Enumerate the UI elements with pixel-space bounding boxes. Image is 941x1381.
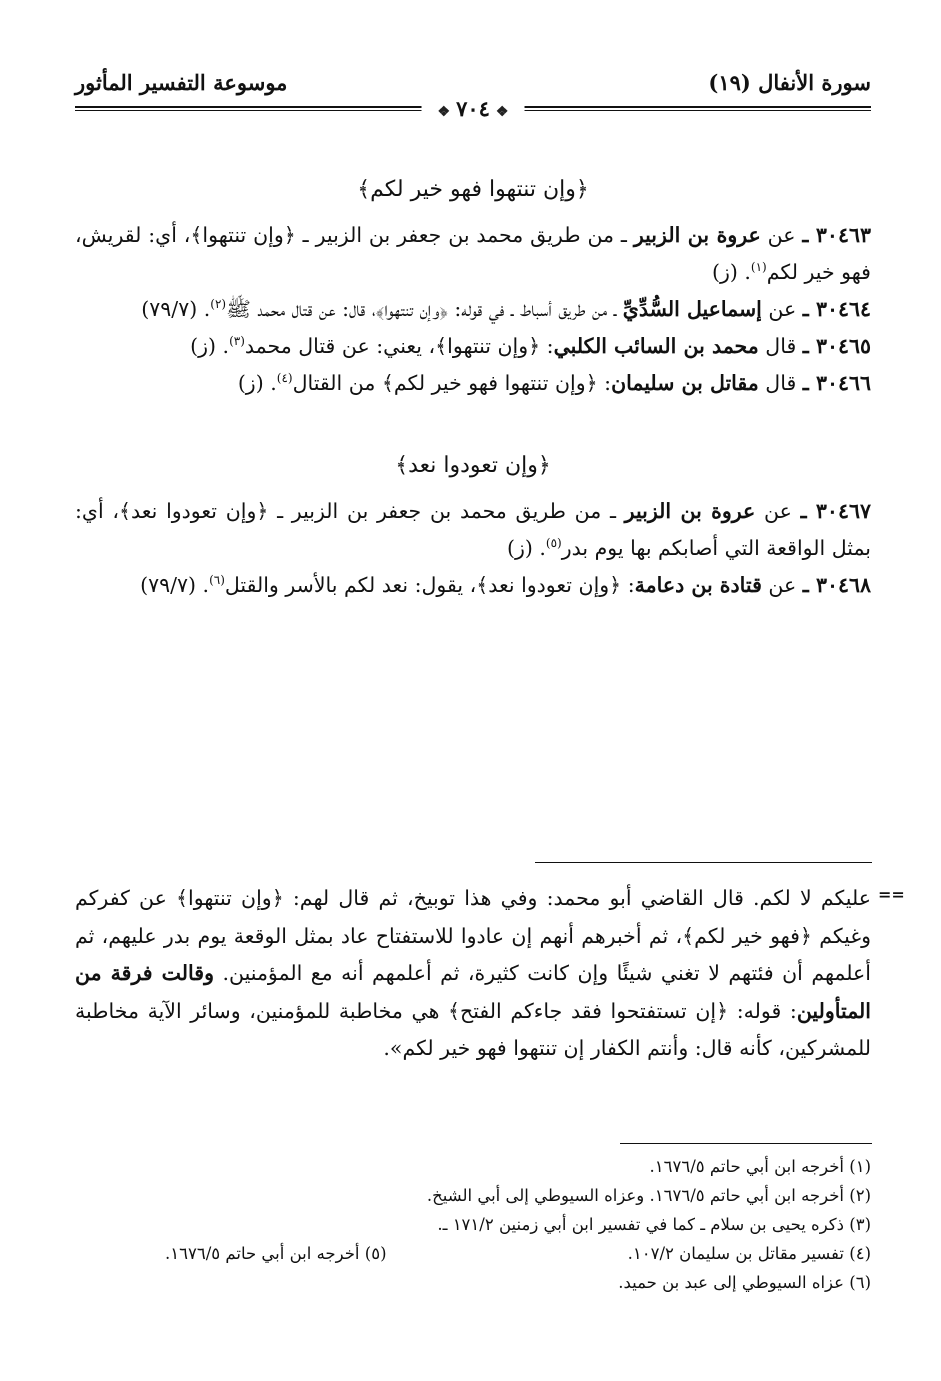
page-number-box xyxy=(422,96,525,121)
quran-quote: ﴿إن تستفتحوا فقد جاءكم الفتح﴾ xyxy=(448,998,729,1023)
footnote-ref[interactable]: (٣) xyxy=(229,334,245,349)
surah-title: سورة الأنفال (١٩) xyxy=(708,70,871,95)
entry-number: ٣٠٤٦٤ ـ xyxy=(802,297,871,321)
narrator-name: إسماعيل السُّدِّيِّ xyxy=(622,297,762,321)
footnote-5: (٥) أخرجه ابن أبي حاتم ٥/‏١٦٧٦. xyxy=(165,1244,387,1263)
continued-commentary: عليكم لا لكم. قال القاضي أبو محمد: وفي هذا توبيخ، ثم قال لهم: ﴿وإن تنتهوا﴾ عن كفركم وغيكم ﴿فهو خير لكم﴾، ثم أخبرهم أنهم إن عادوا للاستفتاح عاد بمثل الوقعة يوم بدر عليهم، ثم أعلمهم أن فئتهم لا تغني شيئًا وإن كانت كثيرة، ثم أعلمهم أنه مع المؤمنين. وقالت فرقة من المتأولين: قوله: ﴿إن تستفتحوا فقد جاءكم الفتح﴾ هي مخاطبة للمؤمنين، وسائر الآية مخاطبة للمشركين، كأنه قال: وأنتم الكفار إن تنتهوا فهو خير لكم». xyxy=(75,886,871,1060)
ornament-icon: ❖ xyxy=(437,104,451,120)
footnote-divider xyxy=(620,1143,872,1144)
section-divider xyxy=(535,862,872,863)
narration-entry: ٣٠٤٦٣ ـ عن عروة بن الزبير ـ من طريق محمد بن جعفر بن الزبير ـ ﴿وإن تنتهوا﴾، أي: لقريش، فهو خير لكم$^{(١)}$. (ز) xyxy=(75,223,871,284)
quran-quote: ﴿وإن تعودوا نعد﴾ xyxy=(476,573,622,597)
quran-quote: ﴿وإن تنتهوا﴾ xyxy=(435,334,541,358)
footnote-3: (٣) ذكره يحيى بن سلام ـ كما في تفسير ابن أبي زمنين ٢/‏١٧١ ـ. xyxy=(437,1215,871,1234)
quran-quote: ﴿وإن تنتهوا فهو خير لكم﴾ xyxy=(381,371,598,395)
quran-quote: ﴿وإن تنتهوا﴾ xyxy=(190,223,296,247)
narration-entry: ٣٠٤٦٧ ـ عن عروة بن الزبير ـ من طريق محمد بن جعفر بن الزبير ـ ﴿وإن تعودوا نعد﴾، أي: بمثل الواقعة التي أصابكم بها يوم بدر$^{(٥)}$. (ز) xyxy=(75,499,871,560)
footnote-2: (٢) أخرجه ابن أبي حاتم ٥/‏١٦٧٦. وعزاه السيوطي إلى أبي الشيخ. xyxy=(426,1186,871,1205)
book-title: موسوعة التفسير المأثور xyxy=(75,70,288,95)
footnote-6: (٦) عزاه السيوطي إلى عبد بن حميد. xyxy=(618,1273,871,1292)
ornament-icon: ❖ xyxy=(495,104,509,120)
footnote-ref[interactable]: (٥) xyxy=(545,536,562,551)
footnote-ref[interactable]: (٦) xyxy=(209,573,225,588)
narrator-name: قتادة بن دعامة xyxy=(634,573,762,597)
narration-entry: ٣٠٤٦٨ ـ عن قتادة بن دعامة: ﴿وإن تعودوا نعد﴾، يقول: نعد لكم بالأسر والقتل$^{(٦)}$. (٧/‏٧٩) xyxy=(140,573,871,597)
verse-heading: ﴿وإن تنتهوا فهو خير لكم﴾ xyxy=(357,177,589,202)
footnote-4: (٤) تفسير مقاتل بن سليمان ٢/‏١٠٧. xyxy=(627,1244,871,1263)
quran-quote: ﴿وإن تنتهوا﴾ xyxy=(375,297,448,321)
entry-number: ٣٠٤٦٥ ـ xyxy=(802,334,871,358)
footnote-ref[interactable]: (٢) xyxy=(210,297,227,312)
bold-phrase: وقالت فرقة من المتأولين xyxy=(75,961,871,1023)
narrator-name: عروة بن الزبير xyxy=(624,499,756,523)
footnote-1: (١) أخرجه ابن أبي حاتم ٥/‏١٦٧٦. xyxy=(649,1157,871,1176)
narrator-name: عروة بن الزبير xyxy=(633,223,761,247)
main-content xyxy=(75,170,871,604)
quran-quote: ﴿وإن تنتهوا﴾ xyxy=(176,886,284,910)
footnote-ref[interactable]: (٤) xyxy=(276,371,293,386)
page-number: ٧٠٤ xyxy=(456,96,490,121)
narrator-name: محمد بن السائب الكلبي xyxy=(553,334,759,358)
quran-quote: ﴿فهو خير لكم﴾ xyxy=(682,923,812,948)
verse-heading: ﴿وإن تعودوا نعد﴾ xyxy=(395,453,551,478)
footnote-row xyxy=(75,1239,871,1268)
narration-entry: ٣٠٤٦٤ ـ عن إسماعيل السُّدِّيِّ ـ من طريق أسباط ـ في قوله: ﴿وإن تنتهوا﴾، قال: عن قتال محمد ﷺ$^{(٢)}$. (٧/‏٧٩) xyxy=(141,297,871,321)
narrator-name: مقاتل بن سليمان xyxy=(611,371,759,395)
narration-entry: ٣٠٤٦٦ ـ قال مقاتل بن سليمان: ﴿وإن تنتهوا فهو خير لكم﴾ من القتال$^{(٤)}$. (ز) xyxy=(237,371,871,395)
narration-entry: ٣٠٤٦٥ ـ قال محمد بن السائب الكلبي: ﴿وإن تنتهوا﴾، يعني: عن قتال محمد$^{(٣)}$. (ز) xyxy=(190,334,871,358)
footnotes xyxy=(75,1152,871,1297)
entry-number: ٣٠٤٦٧ ـ xyxy=(800,499,871,523)
running-header xyxy=(75,62,871,122)
footnote-ref[interactable]: (١) xyxy=(750,260,767,275)
continuation-marker: == xyxy=(878,885,905,904)
entry-number: ٣٠٤٦٨ ـ xyxy=(802,573,871,597)
entry-number: ٣٠٤٦٦ ـ xyxy=(802,371,871,395)
quran-quote: ﴿وإن تعودوا نعد﴾ xyxy=(118,499,269,523)
entry-number: ٣٠٤٦٣ ـ xyxy=(802,223,871,247)
